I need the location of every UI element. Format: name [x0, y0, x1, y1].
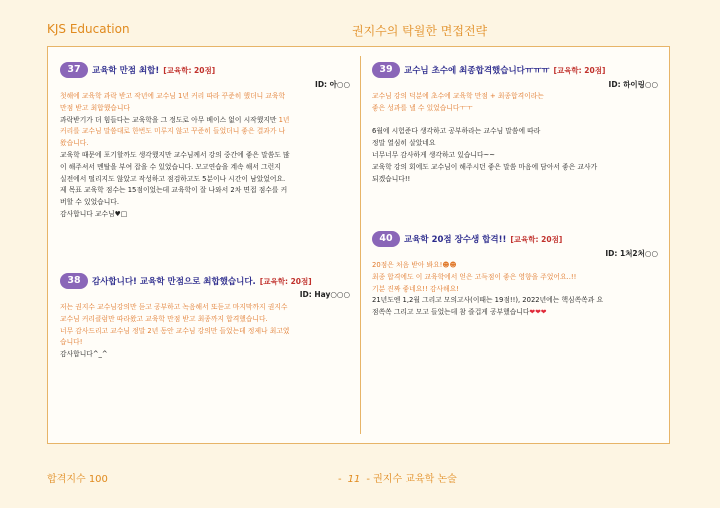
- entry-line: 과락받기가 더 힘들다는 교육학을 그 정도로 아무 베이스 없이 시작했지만 1년: [60, 115, 290, 124]
- entry-line: 만점 받고 최합했습니다: [60, 103, 130, 112]
- entry-line: 커리를 교수님 말씀대로 한번도 미루지 않고 꾸준히 들었더니 좋은 결과가 나: [60, 127, 286, 136]
- entry-body: [372, 260, 658, 319]
- entry-number: 40: [372, 231, 400, 247]
- column-divider: [360, 56, 361, 434]
- entry-score: [교육학: 20점]: [510, 234, 563, 244]
- review-entry-37: [60, 62, 350, 221]
- review-entry-38: [60, 273, 350, 361]
- entry-body: [60, 91, 350, 221]
- entry-author-id: ID: 하이링○○: [608, 80, 658, 89]
- entry-line: 교수님 커리클럼만 따라왔고 교육학 만점 받고 최종까지 합격했습니다.: [60, 314, 268, 323]
- entry-line: 21년도엔 1,2월 그리고 모의고사(이때는 19점!!), 2022년에는 핵심쏙쏙과 요: [372, 296, 604, 305]
- entry-line: 저는 권지수 교수님강의만 듣고 공부하고 녹음해서 또듣고 마지막까지 권지수: [60, 303, 288, 311]
- entry-body: [372, 91, 658, 185]
- review-entry-39: [372, 62, 658, 185]
- entry-score: [교육학: 20점]: [553, 65, 606, 75]
- entry-line: 너무 감사드리고 교수님 정말 2년 동안 교수님 강의만 들었는데 정제나 최고였: [60, 326, 290, 335]
- entry-line: 제 목표 교육학 점수는 15점이었는데 교육학이 잘 나와서 2차 면접 점수를 커: [60, 186, 288, 195]
- entry-line: 이 해주셔서 멘탈을 부여 잡을 수 있었습니다. 모고연습을 계속 해서 그런지: [60, 162, 281, 171]
- entry-score: [교육학: 20점]: [259, 276, 312, 286]
- entry-number: 38: [60, 273, 88, 289]
- entry-line: 감사합니다^_^: [60, 350, 108, 359]
- footer-dash: -: [366, 474, 370, 485]
- entry-line: 감사합니다 교수님♥□: [60, 209, 128, 218]
- entry-title: 감사합니다! 교육학 만점으로 최합했습니다.: [92, 277, 256, 287]
- entry-line: 왔습니다.: [60, 139, 89, 148]
- entry-line: [372, 115, 658, 127]
- entry-line: 교수님 강의 덕분에 초수에 교육학 만점 + 최종합격이라는: [372, 92, 544, 100]
- entry-author-id: ID: Hay○○○: [299, 290, 350, 299]
- entry-number: 39: [372, 62, 400, 78]
- footer-title: 권지수 교육학 논술: [373, 474, 457, 485]
- entry-line: 교육학 강의 회에도 교수님이 해주시던 좋은 말씀 마음에 담아서 좋은 교사가: [372, 162, 598, 171]
- entry-line: 너무너무 감사하게 생각하고 있습니다~~: [372, 150, 495, 159]
- footer-right: [338, 470, 457, 485]
- header-brand: KJS Education: [47, 22, 130, 36]
- entry-line: 6월에 시험준다 생각하고 공부하라는 교수님 말씀에 따라: [372, 127, 541, 136]
- entry-body: [60, 302, 350, 361]
- entry-line: 20점은 처음 받아 봐요!☻☻: [372, 261, 457, 269]
- entry-line: 점쏙쏙 그리고 모고 들었는데 참 즐겁게 공부했습니다❤❤❤: [372, 308, 547, 317]
- entry-title: 교육학 20점 장수생 합격!!: [404, 235, 507, 245]
- entry-score: [교육학: 20점]: [163, 65, 216, 75]
- entry-line: 정말 열심히 살았네요: [372, 139, 436, 148]
- footer-left: 합격지수 100: [47, 474, 108, 485]
- entry-title: 교수님 초수에 최종합격했습니다ㅠㅠㅠ: [404, 66, 550, 76]
- entry-line: 기분 진짜 좋네요!! 감사해요!: [372, 284, 459, 293]
- entry-title: 교육학 만점 최합!: [92, 66, 160, 76]
- entry-line: 버할 수 있었습니다.: [60, 198, 120, 207]
- entry-number: 37: [60, 62, 88, 78]
- entry-line: 최종 합격에도 이 교육학에서 얻은 고득점이 좋은 영향을 주었어요..!!: [372, 272, 577, 281]
- entry-line: 습니다!: [60, 338, 83, 347]
- entry-line: 되겠습니다!!: [372, 174, 411, 183]
- entry-line: 실전에서 떨리지도 않았고 작성하고 점검하고도 5분이나 시간이 남았었어요.: [60, 174, 286, 183]
- entry-author-id: ID: 1처2처○○: [605, 249, 658, 258]
- entry-line: 좋은 성과를 낼 수 있었습니다ㅜㅜ: [372, 103, 473, 112]
- page-number: 11: [347, 474, 361, 485]
- review-entry-40: [372, 231, 658, 319]
- entry-line: 첫해에 교육학 과락 받고 작년에 교수님 1년 커리 따라 꾸준히 했더니 교육학: [60, 92, 286, 100]
- header-title: 권지수의 탁월한 면접전략: [352, 24, 488, 38]
- entry-author-id: ID: 아○○: [315, 80, 350, 89]
- entry-line: 교육학 때문에 포기할까도 생각했지만 교수님께서 강의 중간에 좋은 말씀도 많: [60, 150, 290, 159]
- heart-icon: ❤❤❤: [529, 308, 547, 317]
- footer-dash: -: [338, 474, 342, 485]
